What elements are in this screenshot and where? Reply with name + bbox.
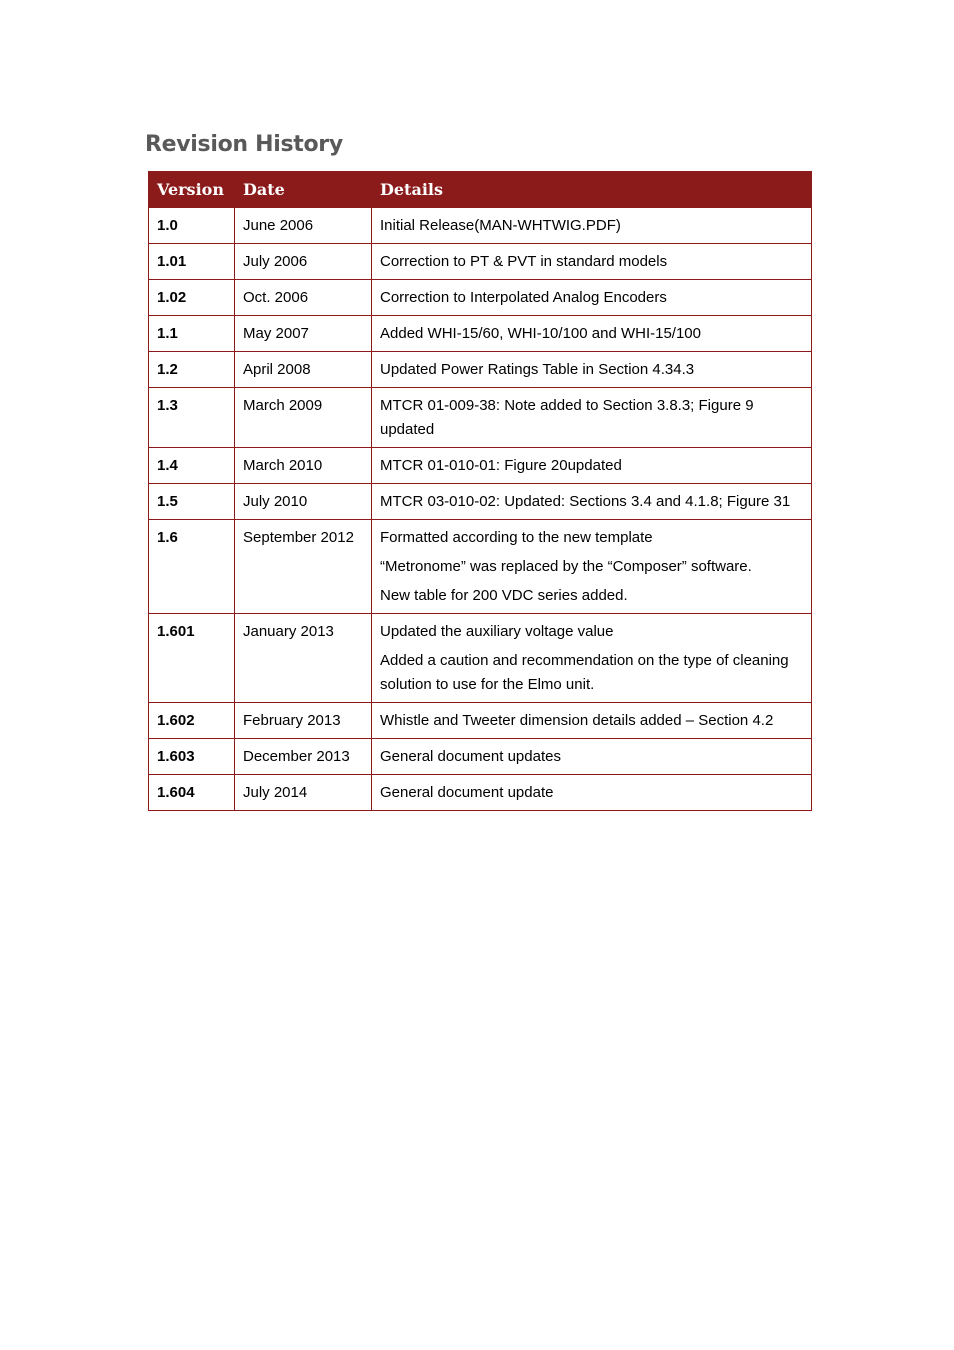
revision-details xyxy=(372,316,812,352)
revision-details xyxy=(372,739,812,775)
revision-date: February 2013 xyxy=(235,703,372,739)
revision-date: April 2008 xyxy=(235,352,372,388)
table-header-row xyxy=(149,172,812,208)
revision-date: March 2010 xyxy=(235,448,372,484)
revision-date: June 2006 xyxy=(235,208,372,244)
revision-detail-text: General document updates xyxy=(380,748,561,765)
table-row xyxy=(149,280,812,316)
revision-detail-text: New table for 200 VDC series added. xyxy=(380,587,628,604)
table-row xyxy=(149,208,812,244)
column-header-date: Date xyxy=(235,172,372,208)
revision-version: 1.01 xyxy=(149,244,235,280)
revision-version: 1.601 xyxy=(149,614,235,703)
revision-version: 1.6 xyxy=(149,520,235,614)
revision-version: 1.1 xyxy=(149,316,235,352)
page-title: Revision History xyxy=(145,132,343,157)
column-header-details: Details xyxy=(372,172,812,208)
revision-version: 1.2 xyxy=(149,352,235,388)
table-row xyxy=(149,388,812,448)
revision-version: 1.602 xyxy=(149,703,235,739)
revision-date: May 2007 xyxy=(235,316,372,352)
revision-version: 1.3 xyxy=(149,388,235,448)
table-row xyxy=(149,520,812,614)
revision-detail-text: Updated the auxiliary voltage value xyxy=(380,623,614,640)
revision-date: July 2014 xyxy=(235,775,372,811)
revision-history-table xyxy=(148,171,812,811)
revision-version: 1.0 xyxy=(149,208,235,244)
revision-detail-text: Correction to PT & PVT in standard models xyxy=(380,253,668,270)
revision-detail-text: MTCR 01-009-38: Note added to Section 3.8.3; Figure 9 updated xyxy=(380,397,754,438)
table-row xyxy=(149,244,812,280)
table-row xyxy=(149,448,812,484)
revision-version: 1.603 xyxy=(149,739,235,775)
revision-detail-text: Initial Release(MAN-WHTWIG.PDF) xyxy=(380,217,621,234)
revision-details xyxy=(372,614,812,703)
revision-details xyxy=(372,388,812,448)
revision-detail-text: Added WHI-15/60, WHI-10/100 and WHI-15/100 xyxy=(380,325,701,342)
revision-detail-text: Updated Power Ratings Table in Section 4.34.3 xyxy=(380,361,695,378)
table-row xyxy=(149,775,812,811)
revision-details xyxy=(372,448,812,484)
table-row xyxy=(149,484,812,520)
revision-version: 1.604 xyxy=(149,775,235,811)
revision-detail-text: “Metronome” was replaced by the “Composer” software. xyxy=(380,558,752,575)
revision-details xyxy=(372,703,812,739)
revision-version: 1.4 xyxy=(149,448,235,484)
revision-version: 1.02 xyxy=(149,280,235,316)
revision-detail-text: General document update xyxy=(380,784,554,801)
table-row xyxy=(149,703,812,739)
revision-detail-text: Formatted according to the new template xyxy=(380,529,653,546)
revision-date: March 2009 xyxy=(235,388,372,448)
table-row xyxy=(149,614,812,703)
revision-details xyxy=(372,280,812,316)
revision-date: January 2013 xyxy=(235,614,372,703)
revision-detail-text: MTCR 03-010-02: Updated: Sections 3.4 and 4.1.8; Figure 31 xyxy=(380,493,791,510)
revision-details xyxy=(372,775,812,811)
revision-detail-text: MTCR 01-010-01: Figure 20updated xyxy=(380,457,622,474)
revision-detail-text: Correction to Interpolated Analog Encoders xyxy=(380,289,667,306)
revision-details xyxy=(372,208,812,244)
column-header-version: Version xyxy=(149,172,235,208)
revision-date: September 2012 xyxy=(235,520,372,614)
revision-date: July 2010 xyxy=(235,484,372,520)
revision-details xyxy=(372,484,812,520)
revision-details xyxy=(372,520,812,614)
table-row xyxy=(149,352,812,388)
revision-details xyxy=(372,244,812,280)
table-row xyxy=(149,316,812,352)
table-row xyxy=(149,739,812,775)
revision-date: December 2013 xyxy=(235,739,372,775)
revision-detail-text: Whistle and Tweeter dimension details added – Section 4.2 xyxy=(380,712,774,729)
revision-date: Oct. 2006 xyxy=(235,280,372,316)
revision-detail-text: Added a caution and recommendation on the type of cleaning solution to use for the Elmo unit. xyxy=(380,652,789,693)
revision-date: July 2006 xyxy=(235,244,372,280)
revision-version: 1.5 xyxy=(149,484,235,520)
revision-details xyxy=(372,352,812,388)
